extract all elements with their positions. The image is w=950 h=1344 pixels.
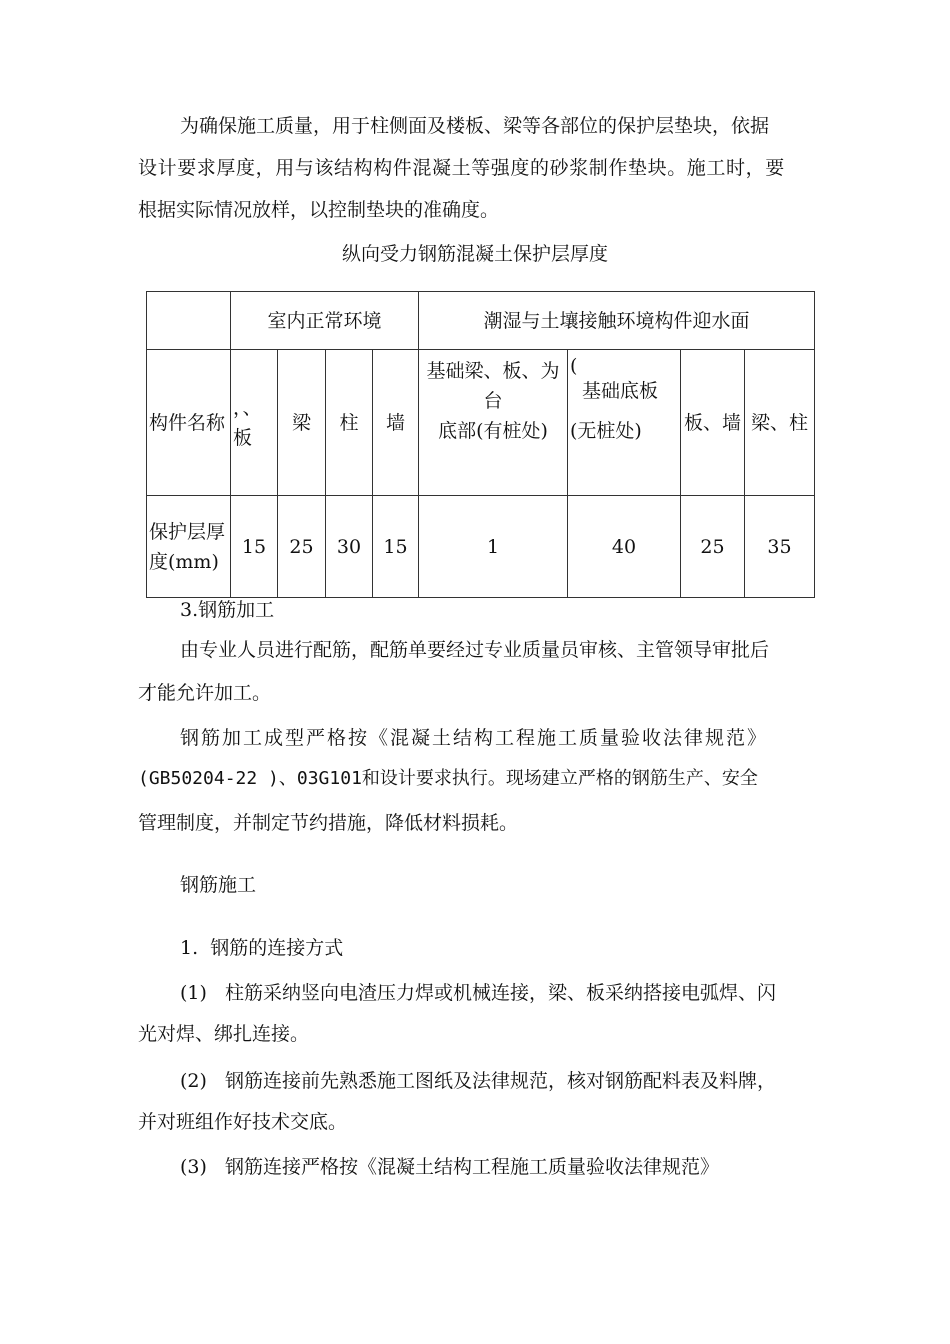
value-cell: 15 <box>373 496 419 598</box>
col-beam-column: 梁、柱 <box>745 350 815 496</box>
col-slab-top: ，、 <box>233 396 262 419</box>
col-foundation-beam-line-3: 底部(有桩处) <box>438 420 548 442</box>
col-beam: 梁 <box>278 350 326 496</box>
corner-cell <box>147 292 231 350</box>
item-1-line-1: (1) 柱筋采纳竖向电渣压力焊或机械连接，梁、板采纳搭接电弧焊、闪 <box>180 982 777 1004</box>
table-thickness-row <box>147 496 815 598</box>
value-cell: 40 <box>568 496 681 598</box>
col-slab <box>231 350 278 496</box>
value-cell: 25 <box>278 496 326 598</box>
col-column: 柱 <box>326 350 373 496</box>
col-slab-wall: 板、墙 <box>681 350 745 496</box>
col-foundation-slab <box>568 350 681 496</box>
row-thickness-label-line-1: 保护层厚 <box>149 520 226 543</box>
col-foundation-slab-line-2: (无桩处) <box>570 420 642 442</box>
col-foundation-slab-line-1: 基础底板 <box>582 380 659 402</box>
col-foundation-beam-line-2: 台 <box>483 390 503 412</box>
item-3-line-1: (3) 钢筋连接严格按《混凝土结构工程施工质量验收法律规范》 <box>180 1156 720 1178</box>
intro-line-3: 根据实际情况放样，以控制垫块的准确度。 <box>138 199 500 221</box>
col-foundation-beam-line-1: 基础梁、板、为 <box>426 360 560 382</box>
col-wall: 墙 <box>373 350 419 496</box>
value-cell: 1 <box>419 496 568 598</box>
table-caption: 纵向受力钢筋混凝土保护层厚度 <box>341 243 608 265</box>
intro-line-2: 设计要求厚度，用与该结构构件混凝土等强度的砂浆制作垫块。施工时，要 <box>138 157 785 179</box>
construction-heading: 钢筋施工 <box>180 874 257 896</box>
col-foundation-beam <box>419 350 568 496</box>
row-name-label: 构件名称 <box>147 350 231 496</box>
section-3-heading: 3.钢筋加工 <box>180 599 275 621</box>
value-cell: 30 <box>326 496 373 598</box>
section-3-p1-line-2: 才能允许加工。 <box>138 682 272 704</box>
value-cell: 35 <box>745 496 815 598</box>
item-1-line-2: 光对焊、绑扎连接。 <box>138 1023 310 1045</box>
value-cell: 15 <box>231 496 278 598</box>
section-3-p2-line-1: 钢筋加工成型严格按《混凝土结构工程施工质量验收法律规范》 <box>180 727 769 749</box>
section-3-p2-line-2: (GB50204-22 )、03G101和设计要求执行。现场建立严格的钢筋生产、安全 <box>138 768 758 789</box>
value-cell: 25 <box>681 496 745 598</box>
group-wet: 潮湿与土壤接触环境构件迎水面 <box>419 292 815 350</box>
connection-subheading: 1. 钢筋的连接方式 <box>180 937 344 959</box>
table-name-row <box>147 350 815 496</box>
intro-line-1: 为确保施工质量，用于柱侧面及楼板、梁等各部位的保护层垫块，依据 <box>180 115 770 137</box>
section-3-p1-line-1: 由专业人员进行配筋，配筋单要经过专业质量员审核、主管领导审批后 <box>180 639 770 661</box>
row-thickness-label-line-2: 度(mm) <box>149 550 219 573</box>
item-2-line-2: 并对班组作好技术交底。 <box>138 1111 348 1133</box>
col-foundation-slab-line-0: ( <box>570 355 578 377</box>
item-2-line-1: (2) 钢筋连接前先熟悉施工图纸及法律规范，核对钢筋配料表及料牌， <box>180 1070 777 1092</box>
group-indoor: 室内正常环境 <box>231 292 419 350</box>
cover-thickness-table <box>146 291 815 598</box>
section-3-p2-line-3: 管理制度，并制定节约措施，降低材料损耗。 <box>138 812 519 834</box>
row-thickness-label <box>147 496 231 598</box>
table-header-row <box>147 292 815 350</box>
col-slab-bottom: 板 <box>233 426 253 449</box>
